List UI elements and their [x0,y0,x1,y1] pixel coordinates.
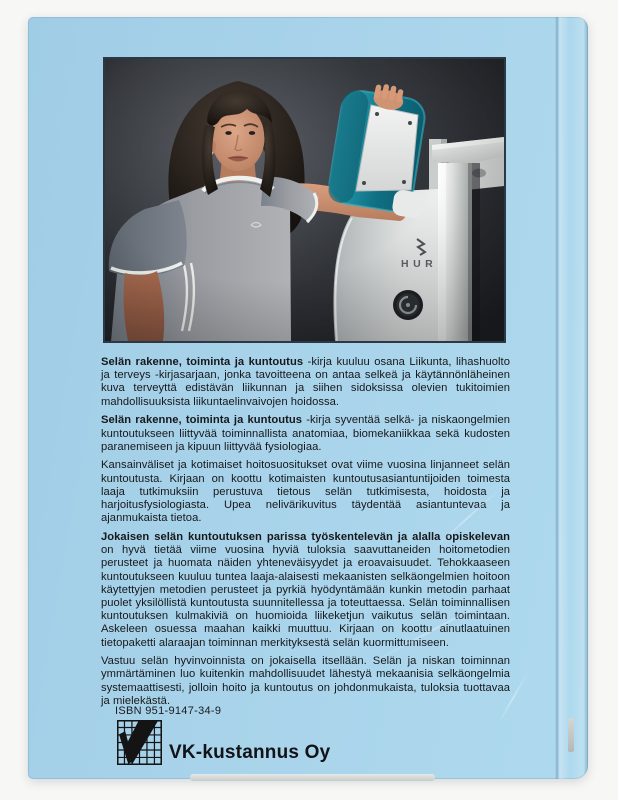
back-cover-paragraph [101,459,510,525]
spine-sticker-mark [568,718,574,752]
paragraph-lead: Selän rakenne, toiminta ja kuntoutus [101,414,303,427]
back-cover-paragraph [101,655,510,708]
photo-vignette [105,59,504,341]
paragraph-body: -kirja syventää selkä- ja niskaongelmien kuntoutukseen liittyvää toiminnallista anatomiaa, biomekaniikkaa sekä kudosten paranemiseen ja kipuun liittyvää fysiologiaa. [101,414,510,453]
cover-photo-image [105,59,504,341]
vk-kustannus-logo-icon [117,720,162,765]
paragraph-body: Vastuu selän hyvinvoinnista on jokaisella itsellään. Selän ja niskan toiminnan ymmärtäminen luo kuitenkin mahdollisuudet lähestyä mekaanisia selkäongelmia systemaattisesti, jolloin hoito ja kuntoutus on johdonmukaista, tuloksia tuottavaa ja mielekästä. [101,655,510,707]
back-cover-paragraph [101,356,510,409]
paragraph-lead: Selän rakenne, toiminta ja kuntoutus [101,356,304,368]
publisher-name: VK-kustannus Oy [169,742,331,763]
paragraph-body: -kirja kuuluu osana Liikunta, lihashuolto ja terveys -kirjasarjaan, jonka tavoitteena on antaa selkeä ja käytännönläheinen kuva terveyttä edistävän liikunnan ja siihen sidoksissa olevien tukitoimien mahdollisuuksista liikuntaelinvaivojen hoidossa. [101,356,510,408]
back-cover-paragraph [101,414,510,454]
book-spine-fold [555,17,588,779]
paragraph-body: on hyvä tietää viime vuosina hyviä tuloksia saavuttaneiden hoitometodien perusteet ja huomata näiden yhteneväisyydet ja eroavaisuudet. Tehokkaaseen kuntoutukseen kuuluu tuntea laaja-alaisesti mekaanisten selkäongelmien hoitoon käytettyjen metodien perusteet ja pyrkiä hyödyntämään kunkin metodin parhaat puolet yksilöllistä kuntoutusta suunnitellessa ja toteuttaessa. Selän toiminnallisen kuntoutuksen kulmakiviä on huomioida liikeketjun vaikutus selän toimintaan. Askeleen osuessa maahan kaikki muuttuu. Kirjaan on koottu ainutlaatuinen tietopaketti alaraajan toiminnan merkityksestä selän kuormittumiseen. [101,544,510,649]
cover-photo [103,57,506,343]
paragraph-lead: Jokaisen selän kuntoutuksen parissa työskentelevän ja alalla opiskelevan [101,530,510,543]
back-cover-paragraph [101,531,510,650]
paragraph-body: Kansainväliset ja kotimaiset hoitosuositukset ovat viime vuosina linjanneet selän kuntoutusta. Kirjaan on koottu kotimaisten kuntoutusasiantuntijoiden toimesta laaja tutkimuksiin perustuva tietous selän tutkimisesta, hoidosta ja harjoitusfysiologiasta. Upea nelivärikuvitus täydentää asiantuntevaa ja ajanmukaista tietoa. [101,459,510,525]
isbn-text: ISBN 951-9147-34-9 [115,705,222,717]
book-pages-edge [190,774,435,781]
book-back-cover [28,17,588,779]
